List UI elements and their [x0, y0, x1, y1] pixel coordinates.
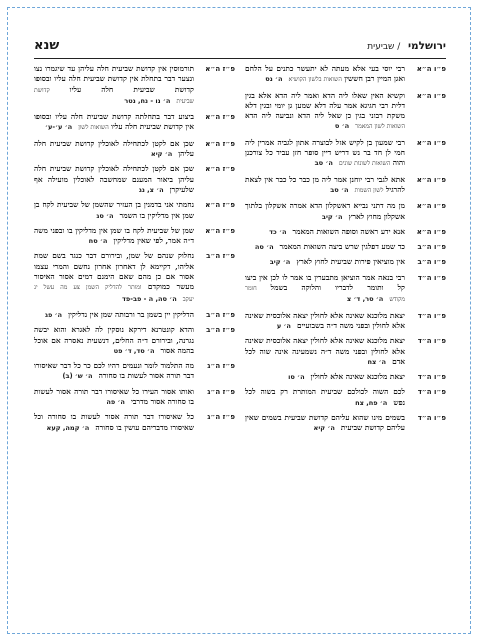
entry-location: פ״ז ה״ג — [207, 362, 235, 371]
entry-reference: ה׳ סב — [330, 185, 349, 194]
index-entry — [245, 273, 446, 306]
running-head — [367, 40, 446, 52]
entry-text: נחלוק שנהם של שמן, ובירורם דבר כנגד בשם שמת אליהו, דקיימא לן דאחרון אחרון נחשם והמרי עצמו אסור אם כן מהם שאם הימנם דמים אסור האיסור מעשר כמוקדם — [34, 251, 194, 292]
running-head-title: ירושלמי — [407, 40, 446, 52]
entry-reference: ה׳ נס — [265, 75, 283, 84]
index-entry — [34, 226, 235, 247]
left-column — [34, 64, 235, 614]
index-entry — [245, 387, 446, 408]
entry-location: פ״ז ה״ב — [206, 326, 235, 335]
entry-location: פ״ו ה״ב — [417, 258, 446, 267]
index-entry — [245, 242, 446, 252]
entry-text: יצאת מלוכנא שאינה אלא לחולין — [310, 372, 405, 382]
index-entry — [245, 175, 446, 197]
index-entry — [245, 91, 446, 133]
entry-location: פ״ז ה״א — [205, 65, 235, 73]
entry-text: רבי שמעון בן לקיש אזל לבוצרה אתון לגביה אמרין ליה חמי לן חד בר נש דריש דיין סופר חזן עביד כל צורכנן והוה — [245, 137, 405, 168]
entry-location: פ״ז ה״א — [205, 226, 235, 235]
entry-text: אין מוציאין פירות שביעית לחוץ לארץ — [296, 257, 405, 267]
entry-text: הדליקין יין בשמן בר ורבותה שמן אין נדליקין — [68, 309, 194, 319]
entry-text: אנא ידע ראשה וסופה השואות המאמר — [292, 226, 405, 236]
entry-note: השואות לשונות שונים — [338, 160, 391, 168]
entry-location: פ״ז ה״ג — [207, 387, 235, 396]
entry-reference: ה׳ קמה, קעא — [46, 423, 90, 432]
entry-reference: ה׳ קיא — [313, 424, 335, 433]
page-number: שנא — [34, 38, 60, 53]
entry-note: השואות בלשון הקושיא — [288, 76, 342, 84]
entry-location: פ״ז ה״א — [205, 165, 235, 174]
entry-text: כד שמע דפלגין שרש ביצה השואות המאמר — [279, 242, 405, 252]
entry-location: פ״ו ה״א — [416, 227, 446, 236]
index-entry — [245, 64, 446, 86]
entry-text: בשמים מינו שהוא עליהם קדושת שביעית בשמים שאין עליהם קדושת שביעית — [245, 413, 405, 433]
entry-reference: ה׳ סג — [96, 211, 114, 220]
entry-location: פ״ו ה״א — [416, 202, 446, 211]
entry-reference: ה׳ כד — [269, 227, 287, 236]
index-entry — [34, 64, 235, 107]
entry-location: פ״ז ה״ג — [207, 413, 235, 422]
entry-text: יצאת מלוכנא שאינה אלא לחולין יצאה אלוכסית שאינה אלא לחולין ובפני משה ד״ה בשבועיים — [245, 310, 405, 330]
entry-reference: ה׳ סה, ה - פב-פד — [122, 294, 177, 303]
entry-text: רבי יוסי בעי אלא מעתה לא יתעשר כתנים על הלחם ואגן המיין רבן חששין — [245, 64, 405, 84]
entry-location: פ״ז ה״א — [205, 113, 235, 122]
index-entry — [245, 138, 446, 170]
entry-location: פ״ו ה״ד — [417, 388, 446, 397]
entry-text: שכן אם לקטן לכתחילה לאוכלין קדושת שביעית חלה עליהן ביאור המענם שמחשבה לאוכלין מועילה אף שלעיקרן — [34, 164, 194, 194]
entry-reference: ה׳ צח — [367, 357, 387, 366]
running-head-subtitle: / שביעית — [367, 42, 401, 52]
index-entry — [245, 201, 446, 222]
index-entry — [34, 325, 235, 356]
entry-reference: ה׳ קיב — [321, 212, 343, 221]
entry-location: פ״ו ה״ד — [417, 273, 446, 282]
index-entry — [245, 257, 446, 267]
entry-location: פ״ו ה״ד — [417, 373, 446, 382]
entry-text: מן מה דתני נבייא דאשקלון הדא אמרה אשקלון בלתוך אשקלון מחוץ לארץ — [245, 201, 405, 221]
entry-reference: ה׳ סח — [88, 237, 108, 246]
entry-location: פ״ו ה״א — [416, 65, 446, 73]
entry-text: שכן אם לקטן לכתחילה לאוכלין קדושת שביעית חלה עליהן — [34, 138, 194, 159]
right-column — [245, 64, 446, 614]
entry-location: פ״ז ה״א — [205, 201, 235, 210]
entry-reference: ה׳ סו — [288, 373, 305, 382]
entry-reference: ה׳ סב — [314, 159, 333, 168]
entry-text: וקשיא האין שאלו ליה הדא ואמר ליה הדא אלא בגין דלית רבי חגיגא אמר עלה דלא שמען גן יומי ובגין דלא משקת רבוני בגין כן שאל ליה הדא ונביעה ליה הדא — [245, 90, 405, 121]
entry-text: כל שאיסורו דבר תורה אסור לעשות בו סחורה וכל שאיסורו מדבריהם עושין בו סחורה — [34, 412, 194, 432]
index-entry — [34, 251, 235, 304]
index-entry — [34, 310, 235, 320]
entry-note: השואות לשון — [78, 124, 109, 132]
index-entry — [34, 139, 235, 160]
entry-text: רבי בנאה אמר הוציאן מתבערין בו אמר לו לכן אין ביצו קל ותומר לדבריו והלוקה בשמל — [245, 272, 405, 293]
entry-reference: ה׳ ש׳ (ב) — [62, 372, 93, 381]
entry-text: ביצוע דבר בתחלתה קדושת שביעית חלה עליו ובסופו אין קדושת שביעית חלה עליו — [34, 112, 194, 132]
entry-note: לשון השמות — [354, 186, 384, 194]
entry-location: פ״ו ה״ד — [417, 414, 446, 423]
index-entry — [245, 336, 446, 367]
entry-reference: ה׳ סה — [254, 243, 274, 252]
entry-text: ואותו אסור העירו כל שאיסורו דבר תורה אסור לעשות בו סחורה אסור מדרבי — [34, 386, 194, 407]
entry-reference: ה׳ סד, ד׳ פט — [113, 346, 155, 355]
index-entry — [34, 361, 235, 382]
index-entry — [34, 164, 235, 195]
index-entry — [34, 200, 235, 221]
index-entry — [34, 412, 235, 433]
page-header — [34, 38, 446, 59]
entry-note: השואות לשון המאמר — [355, 123, 405, 131]
entry-text: נחמתי אני בדמנין בן העזיר שהשמן של שביעית לקח בן שמן אין מדליקין בו השמר — [34, 200, 194, 220]
entry-location: פ״ז ה״ב — [206, 252, 235, 261]
index-entry — [34, 387, 235, 408]
entry-reference: ה׳ פח, צח — [355, 398, 388, 407]
index-entry — [245, 227, 446, 237]
entry-location: פ״ו ה״ד — [417, 337, 446, 346]
entry-location: פ״ו ה״א — [416, 91, 446, 100]
entry-note: חומר מקודש — [245, 285, 405, 304]
entry-reference: ה׳ פג — [45, 310, 63, 319]
entry-location: פ״ז ה״א — [205, 139, 235, 148]
entry-location: פ״ו ה״א — [416, 138, 446, 147]
entry-text: לכם השוה לכולכם שביעית המותרת רק בשוה לכל נפש — [245, 387, 405, 407]
entry-reference: ה׳ ס — [334, 122, 350, 131]
entry-reference: ה׳ נו - נח, נטר — [124, 96, 171, 105]
entry-location: פ״ו ה״ד — [417, 311, 446, 320]
entry-note: קדושת שביעית — [34, 86, 194, 105]
entry-location: פ״ז ה״ב — [206, 310, 235, 319]
entry-note: ומותר להדליק השמן צע מה עשל ינ יעקב — [34, 284, 194, 303]
index-entry — [245, 311, 446, 332]
entry-text: יצאת מלוכנא שאינה אלא לחולין יצאה אלוכסית שאינה אלא לחולין ובפני משה ד״ה נשמעינה אינה שוה לכל אדם — [245, 336, 405, 366]
entry-text: אתא לגבי רבי יוחנן אמר ליה מן כבר כל כבר אין לצאת להרגיל — [245, 174, 405, 194]
entry-reference: ה׳ צ, נג — [138, 185, 164, 194]
entry-location: פ״ו ה״א — [416, 175, 446, 184]
entry-text: והדא קונטרנא דירקא נוסקין לה לאגרא והוא יבשה נגרנה, ובירורם ד״ה החלים, דנשעית נאסרה אם אוכל בהמה אסור — [34, 325, 194, 355]
entry-reference: ה׳ קיא — [150, 150, 173, 159]
entry-reference: ה׳ פה — [106, 398, 125, 407]
entry-text: מה התלמוד לומר ונעמים רהיו לכם כר כל דבר שאיסורו דבר תורה אסור לעשות בו סחורה — [34, 361, 194, 381]
entry-text: תורמוסין אין קדושת שביעית חלה עליהן עד שיגמרו נצו ונצער דבר בתחלת אין קדושת שביעית חלה עליו ובסופו קדושת שביעית חלה עליו — [34, 64, 194, 94]
entry-reference: ה׳ ע׳-ע׳ — [45, 123, 73, 132]
entry-reference: ה׳ קיב — [269, 258, 291, 267]
entry-reference: ה׳ ע — [276, 321, 291, 330]
entry-location: פ״ו ה״ב — [417, 243, 446, 252]
entry-text: שמן של שביעית לקח בו שמן אין מדליקין בו ובפני משה ד״ה אמר, לפי שאין מדליקין — [34, 225, 194, 246]
index-entry — [245, 413, 446, 434]
index-entry — [34, 112, 235, 134]
entry-reference: ה׳ סר, ד׳ צ — [346, 295, 384, 304]
index-entry — [245, 372, 446, 382]
index-columns — [34, 64, 446, 614]
